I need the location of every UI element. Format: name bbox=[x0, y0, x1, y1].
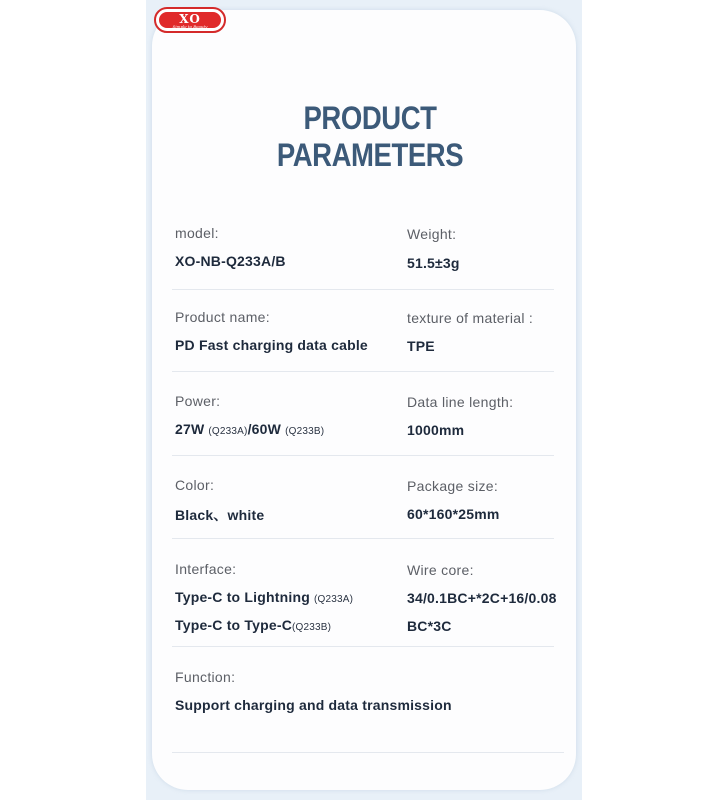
row-divider bbox=[172, 752, 564, 753]
row-divider bbox=[172, 371, 554, 372]
row-divider bbox=[172, 646, 554, 647]
package-size-label: Package size: bbox=[407, 478, 499, 494]
function-label: Function: bbox=[175, 669, 236, 685]
interface-label: Interface: bbox=[175, 561, 237, 577]
logo-mark: XO bbox=[179, 12, 201, 26]
logo-tagline: Simple to Beauty bbox=[172, 24, 208, 29]
wire-core-line-2: BC*3C bbox=[407, 618, 452, 634]
interface-note-1: (Q233A) bbox=[313, 594, 354, 605]
material-label: texture of material : bbox=[407, 310, 534, 326]
function-value: Support charging and data transmission bbox=[175, 697, 452, 713]
color-value: Black、white bbox=[175, 507, 265, 523]
page-title: PRODUCT PARAMETERS bbox=[276, 100, 464, 173]
power-value bbox=[175, 421, 324, 437]
interface-value-2 bbox=[175, 617, 331, 633]
row-divider bbox=[172, 289, 554, 290]
row-divider bbox=[172, 538, 554, 539]
power-value-60w: /60W bbox=[247, 421, 282, 437]
interface-line-2: Type-C to Type-C bbox=[175, 617, 293, 633]
product-name-label: Product name: bbox=[175, 309, 270, 325]
power-note-q233b: (Q233B) bbox=[285, 426, 325, 437]
package-size-value: 60*160*25mm bbox=[407, 506, 500, 522]
interface-note-2: (Q233B) bbox=[292, 622, 332, 633]
product-name-value: PD Fast charging data cable bbox=[175, 337, 368, 353]
brand-logo bbox=[154, 7, 226, 33]
interface-value-1 bbox=[175, 589, 353, 605]
material-value: TPE bbox=[407, 338, 435, 354]
wire-core-line-1: 34/0.1BC+*2C+16/0.08 bbox=[407, 590, 557, 606]
color-label: Color: bbox=[175, 477, 215, 493]
length-label: Data line length: bbox=[407, 394, 514, 410]
power-label: Power: bbox=[175, 393, 221, 409]
weight-value: 51.5±3g bbox=[407, 255, 460, 271]
model-label: model: bbox=[175, 225, 219, 241]
power-value-27w: 27W bbox=[175, 421, 205, 437]
model-value: XO-NB-Q233A/B bbox=[175, 253, 286, 269]
length-value: 1000mm bbox=[407, 422, 465, 438]
interface-line-1: Type-C to Lightning bbox=[175, 589, 310, 605]
weight-label: Weight: bbox=[407, 226, 457, 242]
row-divider bbox=[172, 455, 554, 456]
wire-core-label: Wire core: bbox=[407, 562, 474, 578]
power-note-q233a: (Q233A) bbox=[208, 426, 248, 437]
